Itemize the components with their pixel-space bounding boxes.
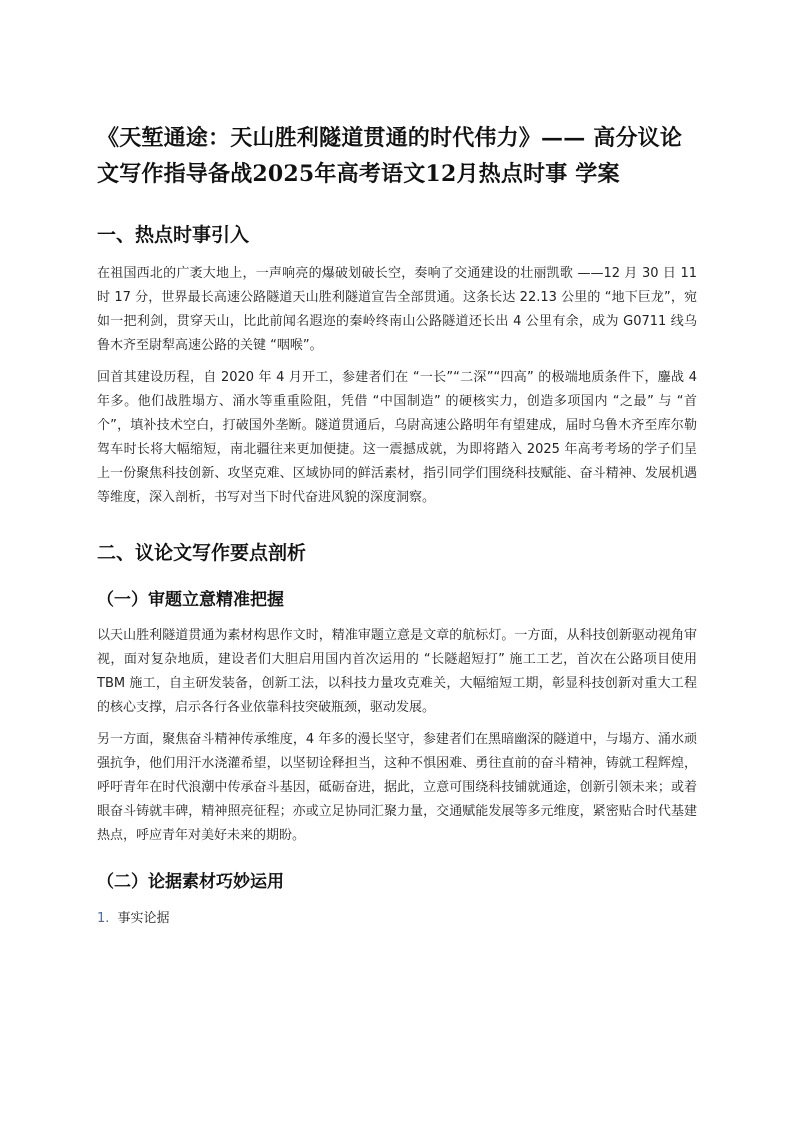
subsection-heading: （二）论据素材巧妙运用	[97, 872, 284, 892]
list-text: 事实论据	[117, 911, 170, 926]
paragraph: 回首其建设历程，自 2020 年 4 月开工，参建者们在 “一长”“二深”“四高” 的极端地质条件下，鏖战 4 年多。他们战胜塌方、涌水等重重险阻，凭借 “中国制造” 的硬核实力，创造多项国内 “之最” 与 “首个”，填补技术空白，打破国外垄断。隧道贯通后，乌尉高速公路明年有望建成，届时乌鲁木齐至库尔勒驾车时长将大幅缩短，南北疆往来更加便捷。这一震撼成就，为即将踏入 2025 年高考考场的学子们呈上一份聚焦科技创新、攻坚克难、区域协同的鲜活素材，指引同学们围绕科技赋能、奋斗精神、发展机遇等维度，深入剖析，书写对当下时代奋进风貌的深度洞察。	[97, 370, 697, 505]
paragraph: 以天山胜利隧道贯通为素材构思作文时，精准审题立意是文章的航标灯。一方面，从科技创新驱动视角审视，面对复杂地质，建设者们大胆启用国内首次运用的 “长隧超短打” 施工工艺，首次在公路项目使用 TBM 施工，自主研发装备，创新工法，以科技力量攻克难关，大幅缩短工期，彰显科技创新对重大工程的核心支撑，启示各行各业依靠科技突破瓶颈，驱动发展。	[97, 628, 697, 715]
paragraph: 在祖国西北的广袤大地上，一声响亮的爆破划破长空，奏响了交通建设的壮丽凯歌 ——12 月 30 日 11 时 17 分，世界最长高速公路隧道天山胜利隧道宣告全部贯通。这条长达 22.13 公里的 “地下巨龙”，宛如一把利剑，贯穿天山，比此前闻名遐迩的秦岭终南山公路隧道还长出 4 公里有余，成为 G0711 线乌鲁木齐至尉犁高速公路的关键 “咽喉”。	[97, 266, 697, 353]
section-writing-points	[97, 540, 697, 930]
subsection-theme	[97, 588, 697, 848]
subsection-heading: （一）审题立意精准把握	[97, 590, 284, 610]
section-heading: 一、热点时事引入	[97, 224, 250, 246]
list-number: 1.	[97, 911, 110, 926]
subsection-evidence	[97, 870, 697, 930]
section-hot-topic	[97, 222, 697, 510]
document-page	[97, 120, 697, 930]
list-item	[97, 908, 697, 930]
document-title: 《天堑通途：天山胜利隧道贯通的时代伟力》—— 高分议论文写作指导备战2025年高考语文12月热点时事 学案	[97, 125, 683, 187]
section-heading: 二、议论文写作要点剖析	[97, 542, 307, 564]
paragraph: 另一方面，聚焦奋斗精神传承维度，4 年多的漫长坚守，参建者们在黑暗幽深的隧道中，与塌方、涌水顽强抗争，他们用汗水浇灌希望，以坚韧诠释担当，这种不惧困难、勇往直前的奋斗精神，铸就工程辉煌，呼吁青年在时代浪潮中传承奋斗基因，砥砺奋进，据此，立意可围绕科技铺就通途，创新引领未来；或着眼奋斗铸就丰碑，精神照亮征程；亦或立足协同汇聚力量，交通赋能发展等多元维度，紧密贴合时代基建热点，呼应青年对美好未来的期盼。	[97, 732, 697, 843]
